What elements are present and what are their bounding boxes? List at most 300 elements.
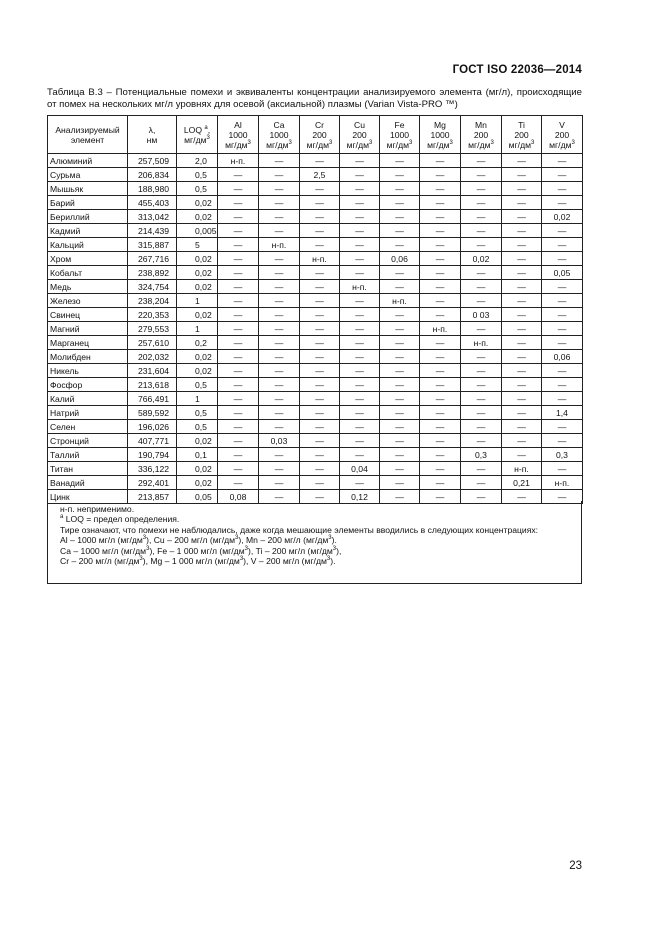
interference-cell: — xyxy=(300,364,340,378)
table-row xyxy=(48,336,583,350)
interference-cell: — xyxy=(380,490,420,504)
interference-cell: — xyxy=(542,252,583,266)
element-name-cell: Калий xyxy=(48,392,128,406)
interference-cell: — xyxy=(502,350,542,364)
interference-cell: 0,08 xyxy=(218,490,259,504)
interference-cell: — xyxy=(542,392,583,406)
interference-cell: — xyxy=(542,308,583,322)
table-row xyxy=(48,462,583,476)
interference-cell: — xyxy=(461,364,502,378)
loq-cell: 0,02 xyxy=(177,462,218,476)
interference-cell: — xyxy=(461,322,502,336)
wavelength-cell: 213,857 xyxy=(128,490,177,504)
interference-cell: — xyxy=(259,336,300,350)
loq-cell: 5 xyxy=(177,238,218,252)
loq-cell: 0,5 xyxy=(177,378,218,392)
interference-cell: — xyxy=(218,434,259,448)
interference-cell: — xyxy=(502,490,542,504)
interference-cell: — xyxy=(420,476,461,490)
interference-cell: — xyxy=(420,308,461,322)
interference-cell: н-п. xyxy=(259,238,300,252)
interference-cell: — xyxy=(218,322,259,336)
interference-cell: — xyxy=(542,434,583,448)
interference-cell: — xyxy=(218,336,259,350)
interference-cell: — xyxy=(259,322,300,336)
interference-cell: — xyxy=(502,182,542,196)
interference-cell: — xyxy=(502,294,542,308)
header-loq: LOQ $^a$, $мг/дм^3$ xyxy=(177,116,218,154)
interference-cell: — xyxy=(340,322,380,336)
wavelength-cell: 220,353 xyxy=(128,308,177,322)
interference-cell: — xyxy=(218,238,259,252)
interference-cell: — xyxy=(218,168,259,182)
interference-cell: — xyxy=(218,280,259,294)
table-row xyxy=(48,364,583,378)
interference-cell: — xyxy=(420,462,461,476)
interference-cell: — xyxy=(300,476,340,490)
interference-cell: — xyxy=(380,322,420,336)
element-name-cell: Натрий xyxy=(48,406,128,420)
interference-cell: — xyxy=(542,168,583,182)
loq-cell: 0,02 xyxy=(177,476,218,490)
interference-cell: — xyxy=(542,420,583,434)
interference-cell: — xyxy=(259,196,300,210)
interference-cell: — xyxy=(340,476,380,490)
interference-cell: — xyxy=(380,266,420,280)
interference-cell: — xyxy=(259,224,300,238)
interference-cell: — xyxy=(542,182,583,196)
interference-cell: — xyxy=(300,350,340,364)
interference-cell: — xyxy=(218,476,259,490)
interference-cell: — xyxy=(380,406,420,420)
interference-cell: — xyxy=(380,308,420,322)
interference-cell: — xyxy=(300,462,340,476)
interference-cell: — xyxy=(502,392,542,406)
interference-cell: — xyxy=(300,448,340,462)
interference-cell: — xyxy=(542,238,583,252)
table-row xyxy=(48,238,583,252)
interference-cell: — xyxy=(420,364,461,378)
header-interferent-ca: Ca 1000 $мг/дм^3$ xyxy=(259,116,300,154)
element-name-cell: Магний xyxy=(48,322,128,336)
interference-cell: — xyxy=(340,406,380,420)
loq-cell: 2,0 xyxy=(177,154,218,168)
element-name-cell: Мышьяк xyxy=(48,182,128,196)
interference-cell: — xyxy=(259,294,300,308)
element-name-cell: Титан xyxy=(48,462,128,476)
interference-cell: — xyxy=(300,420,340,434)
interference-cell: — xyxy=(542,490,583,504)
element-name-cell: Сурьма xyxy=(48,168,128,182)
interference-cell: — xyxy=(461,266,502,280)
interference-cell: — xyxy=(380,448,420,462)
interference-cell: — xyxy=(380,224,420,238)
interference-cell: — xyxy=(218,294,259,308)
table-row xyxy=(48,168,583,182)
interference-cell: — xyxy=(259,154,300,168)
interference-cell: — xyxy=(300,406,340,420)
interference-cell: — xyxy=(380,434,420,448)
interference-cell: — xyxy=(502,196,542,210)
interference-cell: н-п. xyxy=(542,476,583,490)
interference-cell: — xyxy=(340,238,380,252)
interference-cell: — xyxy=(300,210,340,224)
interference-cell: — xyxy=(380,350,420,364)
interference-cell: — xyxy=(340,448,380,462)
table-row xyxy=(48,280,583,294)
interference-cell: — xyxy=(420,168,461,182)
interference-cell: — xyxy=(259,420,300,434)
wavelength-cell: 292,401 xyxy=(128,476,177,490)
interference-cell: 0,21 xyxy=(502,476,542,490)
header-interferent-cr: Cr 200 $мг/дм^3$ xyxy=(300,116,340,154)
interference-cell: н-п. xyxy=(420,322,461,336)
element-name-cell: Алюминий xyxy=(48,154,128,168)
interference-cell: — xyxy=(542,364,583,378)
wavelength-cell: 188,980 xyxy=(128,182,177,196)
interference-cell: — xyxy=(300,238,340,252)
wavelength-cell: 206,834 xyxy=(128,168,177,182)
element-name-cell: Кадмий xyxy=(48,224,128,238)
loq-cell: 0,02 xyxy=(177,266,218,280)
interference-cell: — xyxy=(502,434,542,448)
interference-cell: — xyxy=(300,490,340,504)
interference-cell: — xyxy=(420,182,461,196)
interference-cell: — xyxy=(420,252,461,266)
interference-cell: — xyxy=(218,308,259,322)
interference-cell: 0,3 xyxy=(461,448,502,462)
interference-cell: — xyxy=(218,224,259,238)
interference-cell: — xyxy=(542,196,583,210)
interference-cell: — xyxy=(461,196,502,210)
interference-cell: — xyxy=(461,476,502,490)
interference-cell: — xyxy=(218,196,259,210)
interference-cell: — xyxy=(420,448,461,462)
header-interferent-mn: Mn 200 $мг/дм^3$ xyxy=(461,116,502,154)
wavelength-cell: 315,887 xyxy=(128,238,177,252)
interference-cell: — xyxy=(259,308,300,322)
wavelength-cell: 455,403 xyxy=(128,196,177,210)
interference-cell: — xyxy=(259,266,300,280)
table-row xyxy=(48,434,583,448)
interference-cell: — xyxy=(218,462,259,476)
interference-cell: н-п. xyxy=(380,294,420,308)
interference-cell: 0,06 xyxy=(542,350,583,364)
wavelength-cell: 190,794 xyxy=(128,448,177,462)
interference-cell: — xyxy=(340,196,380,210)
header-interferent-ti: Ti 200 $мг/дм^3$ xyxy=(502,116,542,154)
interference-cell: — xyxy=(218,420,259,434)
page-number: 23 xyxy=(569,860,582,872)
wavelength-cell: 407,771 xyxy=(128,434,177,448)
interference-cell: н-п. xyxy=(461,336,502,350)
interference-cell: — xyxy=(461,280,502,294)
interference-cell: — xyxy=(502,322,542,336)
table-row xyxy=(48,308,583,322)
interference-cell: — xyxy=(461,392,502,406)
interference-cell: — xyxy=(259,490,300,504)
element-name-cell: Бериллий xyxy=(48,210,128,224)
element-name-cell: Барий xyxy=(48,196,128,210)
interference-cell: — xyxy=(340,392,380,406)
table-row xyxy=(48,210,583,224)
interference-cell: — xyxy=(420,350,461,364)
wavelength-cell: 589,592 xyxy=(128,406,177,420)
interference-cell: — xyxy=(340,364,380,378)
interference-cell: — xyxy=(542,294,583,308)
interference-cell: — xyxy=(300,280,340,294)
interference-cell: 0,06 xyxy=(380,252,420,266)
interference-cell: — xyxy=(218,392,259,406)
wavelength-cell: 196,026 xyxy=(128,420,177,434)
header-interferent-cu: Cu 200 $мг/дм^3$ xyxy=(340,116,380,154)
element-name-cell: Селен xyxy=(48,420,128,434)
interference-cell: — xyxy=(380,280,420,294)
interference-cell: — xyxy=(420,196,461,210)
wavelength-cell: 202,032 xyxy=(128,350,177,364)
interference-cell: — xyxy=(380,476,420,490)
element-name-cell: Никель xyxy=(48,364,128,378)
interference-cell: н-п. xyxy=(300,252,340,266)
interference-cell: — xyxy=(380,238,420,252)
interference-cell: н-п. xyxy=(218,154,259,168)
interference-cell: — xyxy=(340,420,380,434)
interference-cell: — xyxy=(259,252,300,266)
interference-cell: — xyxy=(420,154,461,168)
note-not-applicable: н-п. неприменимо. xyxy=(60,504,135,514)
interference-cell: — xyxy=(380,182,420,196)
loq-cell: 0,05 xyxy=(177,490,218,504)
element-name-cell: Ванадий xyxy=(48,476,128,490)
table-row xyxy=(48,196,583,210)
loq-cell: 0,02 xyxy=(177,252,218,266)
interference-cell: — xyxy=(218,406,259,420)
interference-cell: — xyxy=(340,308,380,322)
interference-cell: — xyxy=(259,280,300,294)
interference-cell: — xyxy=(259,476,300,490)
interference-cell: — xyxy=(380,154,420,168)
interference-cell: — xyxy=(300,392,340,406)
interference-cell: — xyxy=(502,308,542,322)
interference-cell: — xyxy=(502,266,542,280)
interference-table xyxy=(47,115,583,504)
loq-cell: 0,02 xyxy=(177,308,218,322)
loq-cell: 0,5 xyxy=(177,168,218,182)
wavelength-cell: 313,042 xyxy=(128,210,177,224)
header-wavelength: λ, нм xyxy=(128,116,177,154)
interference-cell: — xyxy=(461,224,502,238)
interference-cell: — xyxy=(502,224,542,238)
interference-cell: — xyxy=(340,224,380,238)
element-name-cell: Медь xyxy=(48,280,128,294)
interference-cell: — xyxy=(380,392,420,406)
element-name-cell: Фосфор xyxy=(48,378,128,392)
element-name-cell: Кальций xyxy=(48,238,128,252)
interference-cell: — xyxy=(461,168,502,182)
interference-cell: — xyxy=(461,378,502,392)
table-row xyxy=(48,252,583,266)
header-interferent-mg: Mg 1000 $мг/дм^3$ xyxy=(420,116,461,154)
interference-cell: — xyxy=(300,182,340,196)
interference-cell: 0,04 xyxy=(340,462,380,476)
interference-cell: — xyxy=(259,350,300,364)
wavelength-cell: 766,491 xyxy=(128,392,177,406)
interference-cell: н-п. xyxy=(340,280,380,294)
interference-cell: — xyxy=(259,168,300,182)
interference-cell: — xyxy=(420,378,461,392)
loq-cell: 0,02 xyxy=(177,364,218,378)
interference-cell: — xyxy=(340,252,380,266)
element-name-cell: Молибден xyxy=(48,350,128,364)
interference-cell: — xyxy=(420,392,461,406)
interference-cell: — xyxy=(461,182,502,196)
interference-cell: — xyxy=(259,210,300,224)
loq-cell: 0,5 xyxy=(177,420,218,434)
interference-cell: — xyxy=(259,462,300,476)
loq-cell: 0,02 xyxy=(177,434,218,448)
interference-cell: — xyxy=(420,210,461,224)
interference-cell: — xyxy=(340,168,380,182)
header-interferent-v: V 200 $мг/дм^3$ xyxy=(542,116,583,154)
interference-cell: — xyxy=(218,252,259,266)
interference-cell: — xyxy=(300,434,340,448)
loq-cell: 1 xyxy=(177,392,218,406)
wavelength-cell: 279,553 xyxy=(128,322,177,336)
interference-cell: — xyxy=(542,462,583,476)
interference-cell: — xyxy=(542,280,583,294)
interference-cell: — xyxy=(420,266,461,280)
note-conc-line-1: Al – 1000 мг/л $(мг/дм^3)$, Cu – 200 мг/л $(мг/дм^3)$, Mn – 200 мг/л $(мг/дм^3)$. xyxy=(60,535,337,546)
interference-cell: — xyxy=(218,350,259,364)
interference-cell: 0,03 xyxy=(259,434,300,448)
loq-cell: 1 xyxy=(177,322,218,336)
interference-cell: — xyxy=(340,378,380,392)
interference-cell: — xyxy=(300,154,340,168)
interference-cell: — xyxy=(420,294,461,308)
interference-cell: — xyxy=(259,406,300,420)
loq-cell: 0,2 xyxy=(177,336,218,350)
interference-cell: — xyxy=(300,378,340,392)
interference-cell: — xyxy=(502,238,542,252)
interference-cell: — xyxy=(461,350,502,364)
table-row xyxy=(48,224,583,238)
wavelength-cell: 257,610 xyxy=(128,336,177,350)
loq-cell: 0,02 xyxy=(177,350,218,364)
interference-cell: — xyxy=(542,154,583,168)
wavelength-cell: 213,618 xyxy=(128,378,177,392)
interference-cell: — xyxy=(300,224,340,238)
interference-cell: — xyxy=(420,434,461,448)
element-name-cell: Кобальт xyxy=(48,266,128,280)
interference-cell: — xyxy=(300,322,340,336)
interference-cell: — xyxy=(300,196,340,210)
loq-cell: 0,02 xyxy=(177,280,218,294)
wavelength-cell: 238,892 xyxy=(128,266,177,280)
wavelength-cell: 231,604 xyxy=(128,364,177,378)
interference-cell: — xyxy=(461,238,502,252)
table-row xyxy=(48,322,583,336)
interference-cell: — xyxy=(340,210,380,224)
interference-cell: — xyxy=(420,406,461,420)
interference-cell: — xyxy=(340,336,380,350)
wavelength-cell: 267,716 xyxy=(128,252,177,266)
wavelength-cell: 336,122 xyxy=(128,462,177,476)
interference-cell: — xyxy=(300,336,340,350)
interference-cell: — xyxy=(380,210,420,224)
table-row xyxy=(48,448,583,462)
interference-cell: — xyxy=(461,434,502,448)
interference-cell: — xyxy=(300,266,340,280)
element-name-cell: Таллий xyxy=(48,448,128,462)
interference-cell: — xyxy=(542,322,583,336)
interference-cell: 0,02 xyxy=(542,210,583,224)
interference-cell: — xyxy=(218,210,259,224)
table-row xyxy=(48,182,583,196)
table-row xyxy=(48,154,583,168)
table-row xyxy=(48,350,583,364)
note-conc-line-2: Ca – 1000 мг/л $(мг/дм^3)$, Fe – 1 000 мг/л $(мг/дм^3)$, Ti – 200 мг/л $(мг/дм^3)$, xyxy=(60,545,342,556)
interference-cell: — xyxy=(340,294,380,308)
table-row xyxy=(48,266,583,280)
interference-cell: — xyxy=(218,266,259,280)
table-body xyxy=(48,154,583,504)
interference-cell: 0,3 xyxy=(542,448,583,462)
loq-cell: 0,005 xyxy=(177,224,218,238)
interference-cell: — xyxy=(502,420,542,434)
wavelength-cell: 214,439 xyxy=(128,224,177,238)
element-name-cell: Стронций xyxy=(48,434,128,448)
interference-cell: — xyxy=(380,462,420,476)
interference-cell: 0 03 xyxy=(461,308,502,322)
interference-cell: — xyxy=(380,336,420,350)
interference-cell: — xyxy=(340,434,380,448)
element-name-cell: Марганец xyxy=(48,336,128,350)
table-header-row xyxy=(48,116,583,154)
interference-cell: — xyxy=(542,224,583,238)
wavelength-cell: 324,754 xyxy=(128,280,177,294)
interference-cell: — xyxy=(340,154,380,168)
document-header: ГОСТ ISO 22036—2014 xyxy=(452,64,582,76)
loq-cell: 0,1 xyxy=(177,448,218,462)
interference-cell: — xyxy=(420,420,461,434)
interference-cell: — xyxy=(502,448,542,462)
interference-cell: — xyxy=(420,280,461,294)
interference-cell: — xyxy=(300,294,340,308)
interference-cell: — xyxy=(380,420,420,434)
loq-cell: 1 xyxy=(177,294,218,308)
interference-cell: — xyxy=(218,378,259,392)
interference-cell: — xyxy=(502,336,542,350)
interference-cell: — xyxy=(461,490,502,504)
interference-cell: н-п. xyxy=(502,462,542,476)
interference-cell: 2,5 xyxy=(300,168,340,182)
interference-cell: — xyxy=(461,154,502,168)
note-loq: $^a$ LOQ = предел определения. xyxy=(60,514,180,525)
interference-cell: — xyxy=(502,252,542,266)
interference-cell: — xyxy=(420,336,461,350)
interference-cell: — xyxy=(218,448,259,462)
interference-cell: — xyxy=(461,420,502,434)
loq-cell: 0,02 xyxy=(177,196,218,210)
interference-cell: — xyxy=(340,350,380,364)
interference-cell: — xyxy=(380,168,420,182)
interference-cell: — xyxy=(380,364,420,378)
interference-cell: — xyxy=(461,462,502,476)
interference-cell: 0,02 xyxy=(461,252,502,266)
interference-cell: — xyxy=(259,378,300,392)
element-name-cell: Цинк xyxy=(48,490,128,504)
interference-cell: — xyxy=(461,294,502,308)
